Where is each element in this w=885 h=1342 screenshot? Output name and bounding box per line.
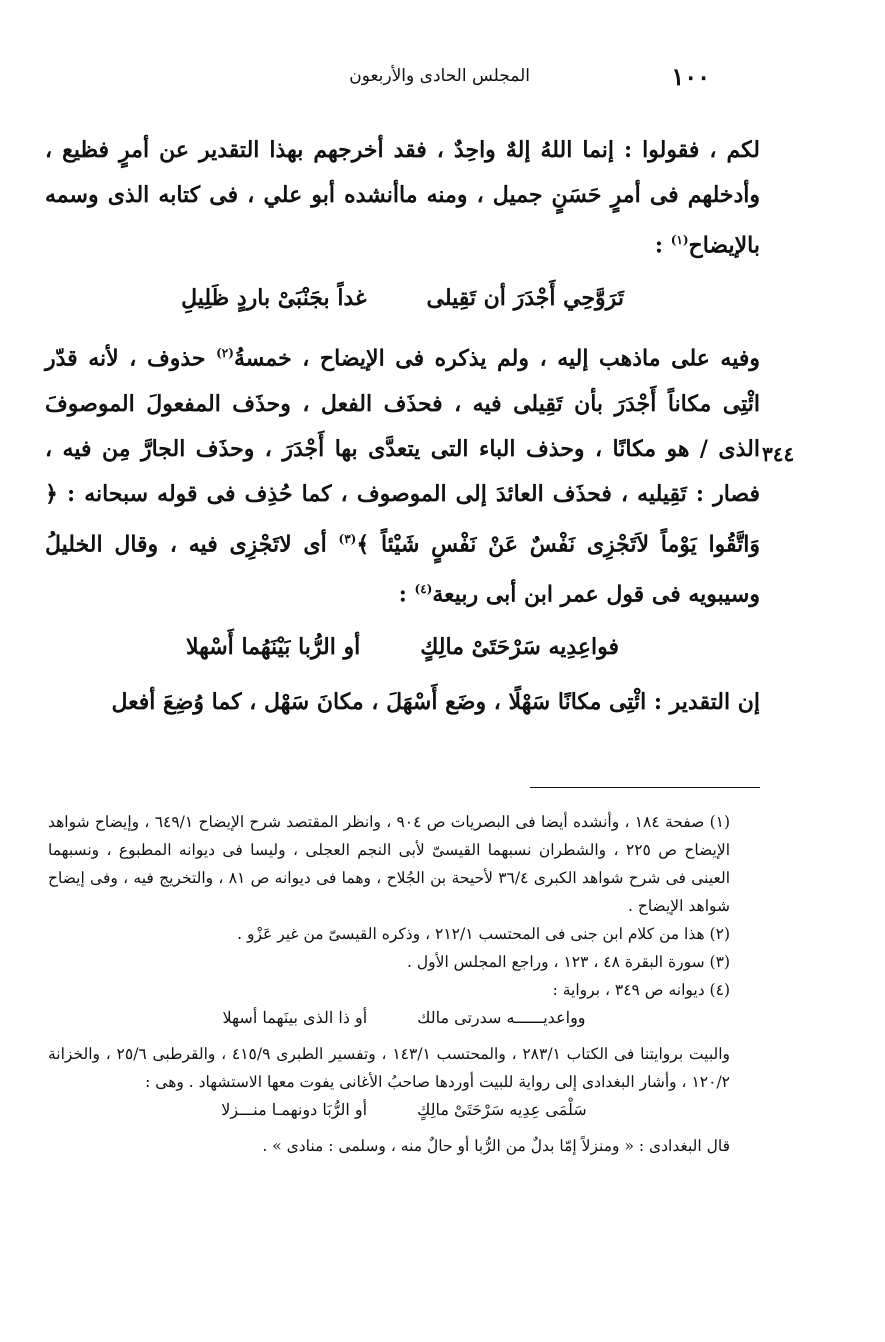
paragraph-text: : [654, 232, 671, 259]
paragraph-text: وفيه على ماذهب إليه ، ولم يذكره فى الإيضاح ، خمسةُ [233, 345, 760, 372]
verse-second-hemistich: غداً بجَنْبَىْ باردٍ ظَلِيلِ [181, 285, 367, 312]
verse-first-hemistich: فواعِدِيه سَرْحَتَىْ مالِكٍ [420, 634, 620, 661]
footnote-verse-first-hemistich: وواعديــــــه سدرتى مالك [417, 1008, 586, 1027]
verse [45, 276, 760, 321]
page-header [0, 62, 885, 92]
paragraph [45, 331, 760, 617]
footnote-divider [530, 787, 760, 788]
footnote-3: (٣) سورة البقرة ٤٨ ، ١٢٣ ، وراجع المجلس الأول . [407, 953, 730, 971]
footnote-verse-second-hemistich: أو الرُّبَا دونهمـا منـــزلا [221, 1100, 368, 1119]
footnote-1: (١) صفحة ١٨٤ ، وأنشده أيضا فى البصريات ص ٩٠٤ ، وانظر المقتصد شرح الإيضاح ٦٤٩/١ ، وإيضاح شواهد الإيضاح ص ٢٢٥ ، والشطران نسبهما القيسىّ لأبى النجم العجلى ، وليسا فى ديوانه المطبوع ، ونسبهما العينى فى شرح شواهد الكبرى ٣٦/٤ لأحيحة بن الجُلاح ، وهما فى ديوانه ص ٨١ ، والتخريج فيه ، وفى إيضاح شواهد الإيضاح . [48, 813, 731, 915]
verse [45, 625, 760, 670]
footnote-4-continued: والبيت بروايتنا فى الكتاب ٢٨٣/١ ، والمحتسب ١٤٣/١ ، وتفسير الطبرى ٤١٥/٩ ، والقرطبى ٢٥/٦ ، والخزانة ١٢٠/٢ ، وأشار البغدادى إلى رواية للبيت أوردها صاحبُ الأغانى يفوت معها الاستشهاد . وهى : [48, 1045, 731, 1091]
paragraph: إن التقدير : ائْتِى مكانًا سَهْلًا ، وضَع أَسْهَلَ ، مكانَ سَهْل ، كما وُضِعَ أفعل [111, 689, 760, 716]
verse-second-hemistich: أو الرُّبا بَيْنَهُما أَسْهلا [185, 634, 361, 661]
footnote-verse-first-hemistich: سَلْمَى عِدِيه سَرْحَتَىْ مالِكٍ [417, 1100, 587, 1119]
paragraph-text: أى لاتَجْزِى فيه ، وقال الخليلُ وسيبويه فى قول عمر ابن أبى ربيعة [45, 530, 760, 608]
footnote-4: (٤) ديوانه ص ٣٤٩ ، برواية : [552, 981, 730, 999]
footnote-marker: (٣) [338, 531, 357, 546]
paragraph-text: حذوف ، لأنه قدّر ائْتِى مكاناً أَجْدَرَ بأن تَقِيلى فيه ، فحذَف الفعل ، وحذَف المفعولَ الموصوفَ الذى / هو مكانًا ، وحذف الباء التى يتعدَّى بها أَجْدَرَ ، وحذَف الجارَّ مِن فيه ، فصار : تَقِيليه ، فحذَف العائدَ إلى الموصوف ، كما حُذِف فى قوله سبحانه : ﴿ وَاتَّقُوا يَوْماً لاَتَجْزِى نَفْسٌ عَنْ نَفْسٍ شَيْئاً ﴾ [45, 345, 760, 557]
paragraph [45, 128, 760, 268]
footnote-verse-second-hemistich: أو ذا الذى بينَهما أسهلا [222, 1008, 368, 1027]
footnote-verse [48, 1004, 760, 1032]
main-text [45, 128, 760, 725]
verse-first-hemistich: تَرَوَّحِي أَجْدَرَ أن تَقِيلى [426, 285, 624, 312]
margin-page-reference: ٣٤٤ [762, 442, 795, 466]
footnotes [48, 808, 760, 1160]
footnote-2: (٢) هذا من كلام ابن جنى فى المحتسب ٢١٢/١ ، وذكره القيسىّ من غير عَزْو . [237, 925, 730, 943]
running-title: المجلس الحادى والأربعون [349, 66, 530, 86]
footnote-marker: (١) [670, 233, 689, 247]
paragraph-text: : [398, 581, 415, 608]
page-number: ١٠٠ [671, 62, 710, 91]
footnote-marker: (٤) [414, 581, 433, 596]
paragraph-text: لكم ، فقولوا : إنما اللهُ إلهٌ واحِدٌ ، فقد أخرجهم بهذا التقدير عن أمرٍ فظيع ، وأدخلهم فى أمرٍ حَسَنٍ جميل ، ومنه ماأنشده أبو علي ، فى كتابه الذى وسمه بالإيضاح [45, 137, 760, 259]
footnote-verse [48, 1096, 760, 1124]
footnote-4-end: قال البغدادى : « ومنزلاً إمّا بدلٌ من الرُّبا أو حالٌ منه ، وسلمى : منادى » . [262, 1137, 730, 1155]
footnote-marker: (٢) [216, 346, 234, 361]
